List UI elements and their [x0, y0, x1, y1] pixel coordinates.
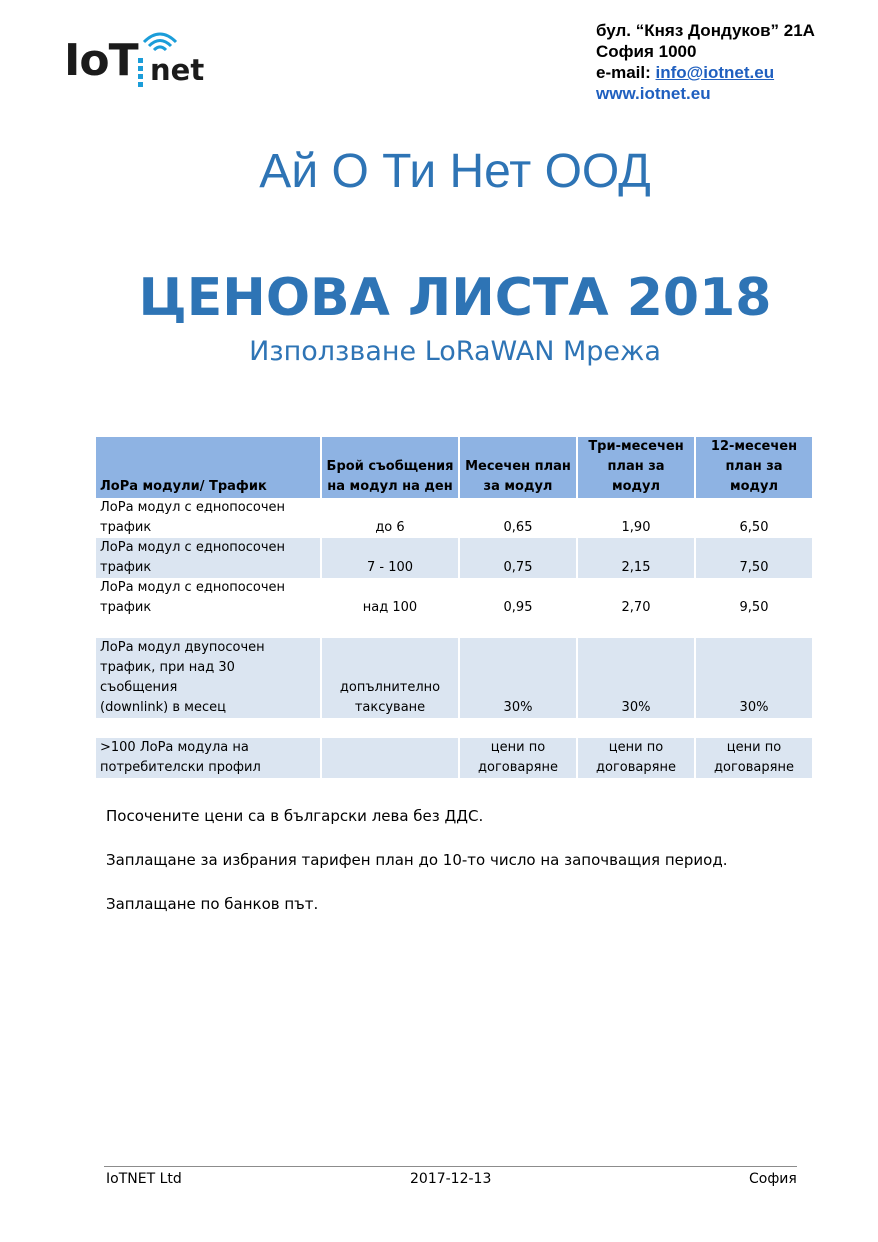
table-header-row [96, 437, 812, 498]
footer-divider [104, 1166, 797, 1167]
logo-text-net: net [150, 53, 205, 87]
note-currency: Посочените цени са в български лева без ДДС. [106, 807, 484, 825]
table-row [96, 538, 812, 578]
address-email-line [596, 62, 815, 83]
document-subtitle: Използване LoRaWAN Мрежа [249, 336, 661, 367]
row-twelve-month: 9,50 [739, 600, 769, 615]
row-twelve-month: 7,50 [696, 538, 812, 578]
company-name: Ай О Ти Нет ООД [259, 145, 651, 198]
table-spacer [96, 618, 812, 638]
company-address [596, 20, 815, 104]
row-monthly: 0,65 [503, 520, 533, 535]
row-monthly: 30% [460, 638, 576, 718]
header-monthly: Месечен план за модул [460, 437, 576, 498]
row-three-month: 2,15 [578, 538, 694, 578]
address-city: София 1000 [596, 42, 697, 61]
price-table [94, 437, 814, 778]
footer-city: София [749, 1171, 797, 1187]
table-row [96, 498, 812, 538]
header-twelve-month: 12-месечен план за модул [696, 437, 812, 498]
table-row [96, 578, 812, 618]
row-messages: до 6 [375, 520, 405, 535]
website-link[interactable]: www.iotnet.eu [596, 84, 711, 103]
header-messages: Брой съобщения на модул на ден [322, 437, 458, 498]
row-three-month: 30% [578, 638, 694, 718]
document-title: ЦЕНОВА ЛИСТА 2018 [138, 268, 772, 328]
row-messages [322, 738, 458, 778]
address-street: бул. “Княз Дондуков” 21А [596, 21, 815, 40]
row-messages: допълнително таксуване [322, 638, 458, 718]
row-name: ЛоРа модул с еднопосочен трафик [100, 580, 286, 615]
email-link[interactable]: info@iotnet.eu [655, 63, 775, 82]
row-name: ЛоРа модул с еднопосочен трафик [100, 500, 286, 535]
header-modules: ЛоРа модули/ Трафик [96, 437, 320, 498]
row-messages: 7 - 100 [322, 538, 458, 578]
logo-text-iot: IoT [64, 35, 138, 86]
row-monthly: цени по договаряне [460, 738, 576, 778]
row-name: ЛоРа модул двупосочен трафик, при над 30 съобщения (downlink) в месец [96, 638, 320, 718]
header-three-month: Три-месечен план за модул [578, 437, 694, 498]
row-twelve-month: 30% [696, 638, 812, 718]
row-monthly: 0,95 [503, 600, 533, 615]
row-name: >100 ЛоРа модула на потребителски профил [96, 738, 320, 778]
row-three-month: цени по договаряне [578, 738, 694, 778]
row-three-month: 2,70 [621, 600, 651, 615]
row-three-month: 1,90 [621, 520, 651, 535]
table-row [96, 638, 812, 718]
company-logo [64, 24, 214, 86]
email-label: e-mail: [596, 63, 656, 82]
table-spacer [96, 718, 812, 738]
row-twelve-month: цени по договаряне [696, 738, 812, 778]
footer-date: 2017-12-13 [410, 1171, 492, 1187]
note-payment-method: Заплащане по банков път. [106, 895, 319, 913]
notes-section [106, 806, 727, 938]
row-messages: над 100 [362, 600, 418, 615]
footer-company: IoTNET Ltd [106, 1171, 182, 1187]
row-twelve-month: 6,50 [739, 520, 769, 535]
row-name: ЛоРа модул с еднопосочен трафик [96, 538, 320, 578]
note-payment-deadline: Заплащане за избрания тарифен план до 10-то число на започващия период. [106, 851, 728, 869]
row-monthly: 0,75 [460, 538, 576, 578]
table-row [96, 738, 812, 778]
logo-dots [138, 58, 143, 90]
